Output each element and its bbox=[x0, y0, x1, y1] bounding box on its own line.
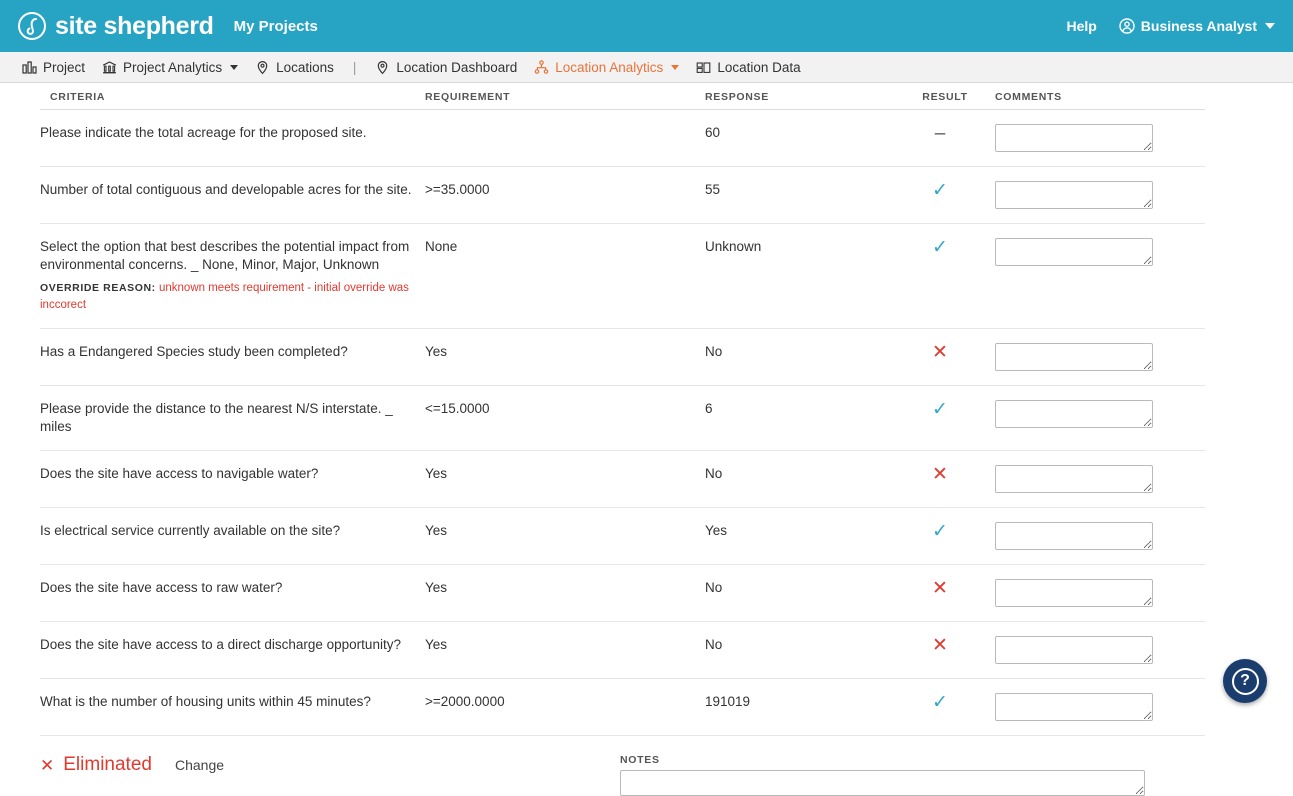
response-text: Yes bbox=[705, 508, 895, 565]
response-text: No bbox=[705, 622, 895, 679]
chevron-down-icon bbox=[671, 65, 679, 70]
requirement-text: >=2000.0000 bbox=[425, 679, 705, 736]
nav-label: Project bbox=[43, 59, 86, 75]
result-status bbox=[895, 167, 995, 224]
dash-icon: – bbox=[934, 123, 946, 144]
comments-cell bbox=[995, 385, 1205, 450]
help-fab-button[interactable] bbox=[1223, 659, 1267, 703]
criteria-text: Is electrical service currently available on the site? bbox=[40, 508, 425, 565]
comment-input[interactable] bbox=[995, 124, 1153, 152]
comments-cell bbox=[995, 451, 1205, 508]
result-status bbox=[895, 451, 995, 508]
nav-item-project-analytics[interactable] bbox=[102, 60, 238, 75]
user-circle-icon bbox=[1119, 18, 1135, 34]
elimination-status bbox=[40, 754, 280, 776]
requirement-text: None bbox=[425, 224, 705, 329]
response-text: 191019 bbox=[705, 679, 895, 736]
nav-label: Location Data bbox=[717, 59, 801, 75]
nav-item-location-dashboard[interactable] bbox=[375, 60, 517, 75]
requirement-text: Yes bbox=[425, 328, 705, 385]
x-mark-icon: ✕ bbox=[932, 578, 948, 600]
result-status bbox=[895, 110, 995, 167]
requirement-text: Yes bbox=[425, 451, 705, 508]
table-row bbox=[40, 508, 1205, 565]
col-criteria: CRITERIA bbox=[40, 83, 425, 110]
comments-cell bbox=[995, 328, 1205, 385]
x-mark-icon: ✕ bbox=[40, 755, 55, 775]
result-status bbox=[895, 328, 995, 385]
override-note bbox=[40, 280, 415, 313]
comments-cell bbox=[995, 565, 1205, 622]
comments-cell bbox=[995, 110, 1205, 167]
criteria-text: Number of total contiguous and developable acres for the site. bbox=[40, 167, 425, 224]
nav-item-project[interactable] bbox=[22, 60, 85, 75]
criteria-section bbox=[0, 83, 1293, 736]
network-nodes-icon bbox=[534, 60, 549, 75]
check-icon: ✓ bbox=[932, 398, 948, 420]
table-header-row bbox=[40, 83, 1205, 110]
criteria-text: Does the site have access to navigable water? bbox=[40, 451, 425, 508]
user-menu[interactable] bbox=[1119, 18, 1275, 34]
response-text: No bbox=[705, 328, 895, 385]
result-status bbox=[895, 385, 995, 450]
result-status bbox=[895, 565, 995, 622]
response-text: No bbox=[705, 565, 895, 622]
notes-label: NOTES bbox=[620, 754, 660, 767]
check-icon: ✓ bbox=[932, 692, 948, 714]
comment-input[interactable] bbox=[995, 181, 1153, 209]
result-status bbox=[895, 508, 995, 565]
response-text: 60 bbox=[705, 110, 895, 167]
result-status bbox=[895, 224, 995, 329]
nav-item-location-analytics[interactable] bbox=[534, 60, 679, 75]
requirement-text: Yes bbox=[425, 508, 705, 565]
criteria-text: Does the site have access to raw water? bbox=[40, 565, 425, 622]
requirement-text: <=15.0000 bbox=[425, 385, 705, 450]
nav-label: Project Analytics bbox=[123, 59, 223, 75]
col-requirement: REQUIREMENT bbox=[425, 83, 705, 110]
table-row bbox=[40, 328, 1205, 385]
col-comments: COMMENTS bbox=[995, 83, 1205, 110]
criteria-text: Has a Endangered Species study been completed? bbox=[40, 328, 425, 385]
criteria-text: Please provide the distance to the nearest N/S interstate. _ miles bbox=[40, 385, 425, 450]
x-mark-icon: ✕ bbox=[932, 341, 948, 363]
status-badge: Eliminated bbox=[63, 754, 152, 776]
user-name: Business Analyst bbox=[1140, 18, 1257, 34]
response-text: No bbox=[705, 451, 895, 508]
comments-cell bbox=[995, 224, 1205, 329]
check-icon: ✓ bbox=[932, 180, 948, 201]
comments-cell bbox=[995, 167, 1205, 224]
requirement-text: >=35.0000 bbox=[425, 167, 705, 224]
help-link[interactable]: Help bbox=[1066, 18, 1097, 34]
change-status-link[interactable]: Change bbox=[174, 757, 225, 774]
criteria-table-body bbox=[40, 110, 1205, 736]
top-bar bbox=[0, 0, 1293, 52]
map-pin-icon bbox=[255, 60, 270, 75]
table-row bbox=[40, 167, 1205, 224]
secondary-nav bbox=[0, 52, 1293, 83]
comment-input[interactable] bbox=[995, 238, 1153, 266]
override-label: OVERRIDE REASON: bbox=[40, 282, 156, 295]
result-status bbox=[895, 679, 995, 736]
question-mark-icon: ? bbox=[1232, 668, 1259, 695]
x-mark-icon: ✕ bbox=[932, 464, 948, 486]
table-row bbox=[40, 110, 1205, 167]
comment-input[interactable] bbox=[995, 465, 1153, 493]
notes-input[interactable] bbox=[620, 770, 1145, 796]
comment-input[interactable] bbox=[995, 522, 1153, 550]
requirement-text: Yes bbox=[425, 565, 705, 622]
comment-input[interactable] bbox=[995, 636, 1153, 664]
notes-block bbox=[620, 754, 1145, 796]
comments-cell bbox=[995, 679, 1205, 736]
nav-separator: | bbox=[352, 59, 357, 75]
response-text: 6 bbox=[705, 385, 895, 450]
comment-input[interactable] bbox=[995, 579, 1153, 607]
map-pin-icon bbox=[375, 60, 390, 75]
brand-name: site shepherd bbox=[55, 11, 214, 40]
comment-input[interactable] bbox=[995, 343, 1153, 371]
criteria-cell bbox=[40, 224, 425, 329]
comment-input[interactable] bbox=[995, 693, 1153, 721]
criteria-text: Select the option that best describes the potential impact from environmental concerns. _ None, Minor, Major, Unknown bbox=[40, 239, 410, 273]
nav-label: Location Analytics bbox=[555, 59, 664, 75]
table-row bbox=[40, 224, 1205, 329]
table-row bbox=[40, 565, 1205, 622]
nav-item-location-data[interactable] bbox=[696, 60, 800, 75]
criteria-text: Does the site have access to a direct discharge opportunity? bbox=[40, 622, 425, 679]
col-result: RESULT bbox=[895, 83, 995, 110]
shepherd-crook-logo-icon bbox=[18, 12, 46, 40]
requirement-text bbox=[425, 110, 705, 167]
comments-cell bbox=[995, 508, 1205, 565]
x-mark-icon: ✕ bbox=[932, 635, 948, 657]
nav-label: Locations bbox=[276, 59, 334, 75]
top-bar-right bbox=[1066, 18, 1275, 34]
check-icon: ✓ bbox=[932, 237, 948, 258]
response-text: 55 bbox=[705, 167, 895, 224]
table-row bbox=[40, 622, 1205, 679]
criteria-text: Please indicate the total acreage for the proposed site. bbox=[40, 110, 425, 167]
nav-item-locations[interactable] bbox=[255, 60, 334, 75]
col-response: RESPONSE bbox=[705, 83, 895, 110]
response-text: Unknown bbox=[705, 224, 895, 329]
comments-cell bbox=[995, 622, 1205, 679]
my-projects-link[interactable]: My Projects bbox=[233, 17, 318, 35]
requirement-text: Yes bbox=[425, 622, 705, 679]
check-icon: ✓ bbox=[932, 521, 948, 543]
override-reason: unknown meets requirement - initial override was inccorect bbox=[40, 282, 409, 312]
bank-building-icon bbox=[102, 60, 117, 75]
comment-input[interactable] bbox=[995, 400, 1153, 428]
table-row bbox=[40, 385, 1205, 450]
footer-bar bbox=[0, 736, 1293, 796]
result-status bbox=[895, 622, 995, 679]
chart-columns-icon bbox=[22, 60, 37, 75]
data-grid-icon bbox=[696, 60, 711, 75]
chevron-down-icon bbox=[1265, 23, 1275, 29]
chevron-down-icon bbox=[230, 65, 238, 70]
nav-label: Location Dashboard bbox=[396, 59, 518, 75]
table-row bbox=[40, 679, 1205, 736]
table-row bbox=[40, 451, 1205, 508]
criteria-table bbox=[40, 83, 1205, 736]
brand-logo[interactable] bbox=[18, 12, 214, 40]
criteria-text: What is the number of housing units within 45 minutes? bbox=[40, 679, 425, 736]
